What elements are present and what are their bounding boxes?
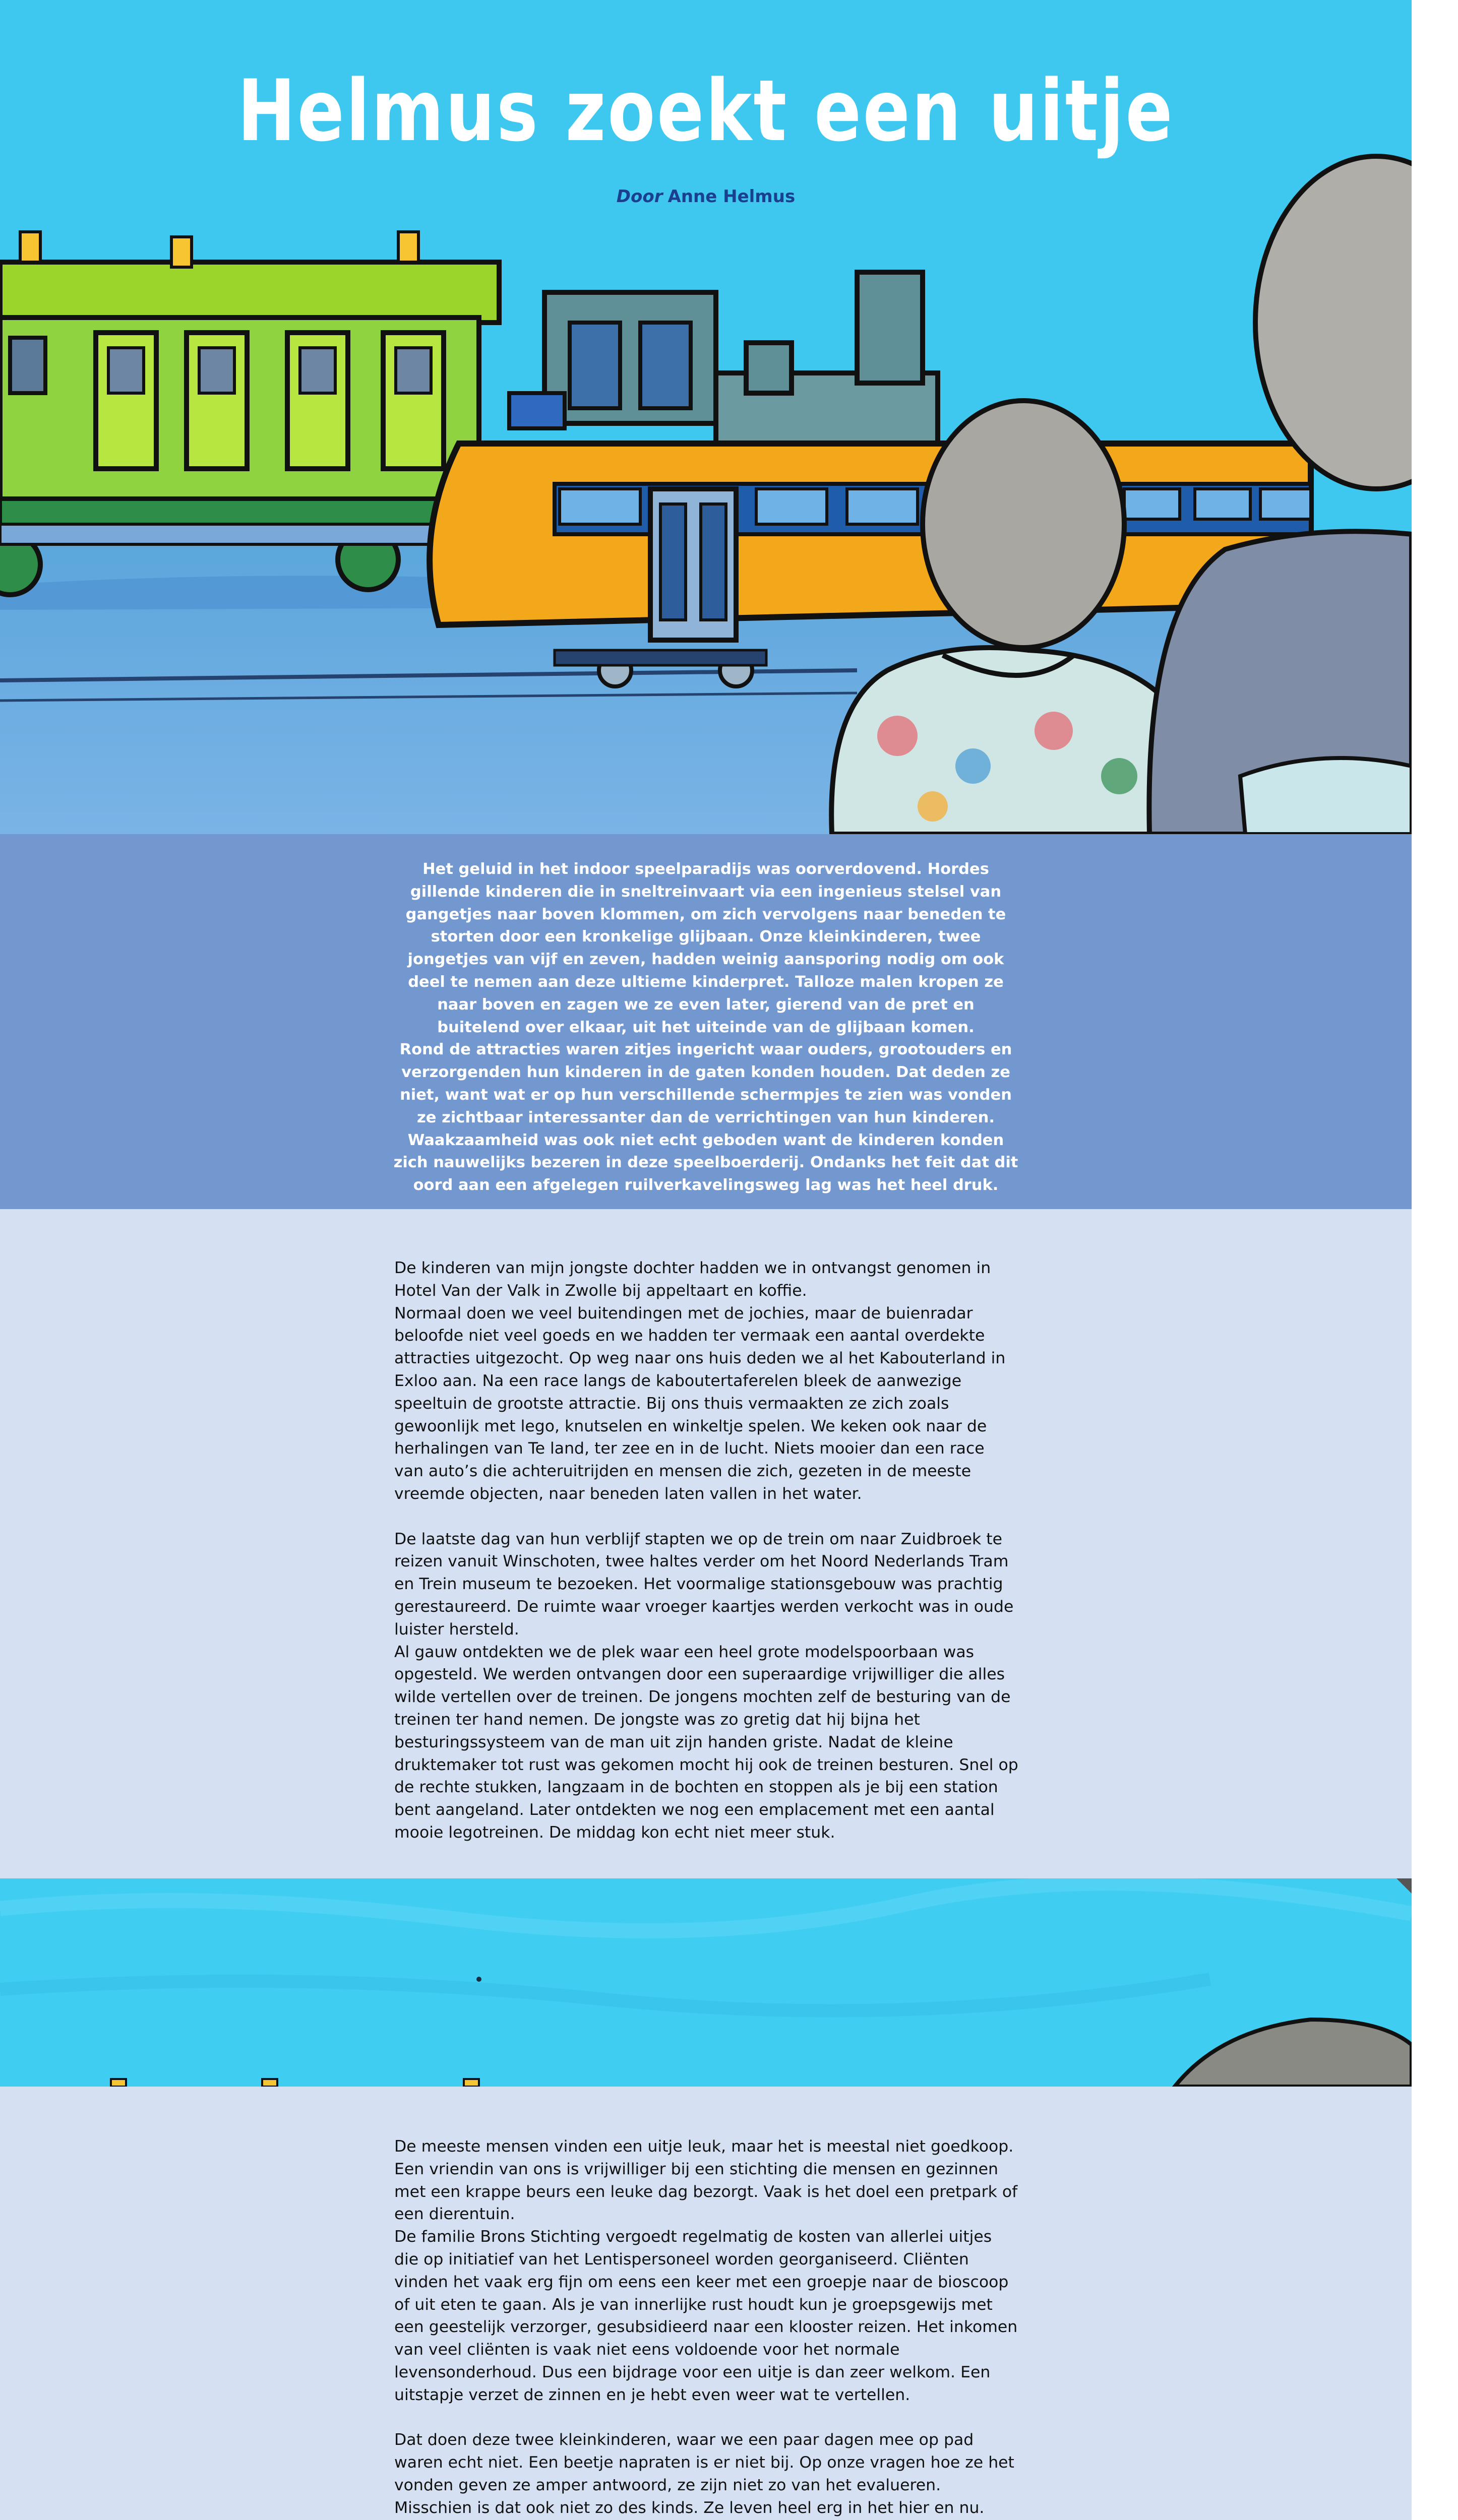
strip-illustration <box>0 1878 1412 2087</box>
hero-banner <box>0 0 1412 834</box>
article-paragraph: De kinderen van mijn jongste dochter hadden we in ontvangst genomen in Hotel Van der Valk in Zwolle bij appeltaart en koffie. <box>394 1259 991 1300</box>
byline <box>0 186 1412 207</box>
byline-prefix: Door <box>616 186 663 207</box>
paragraph-gap <box>394 1505 1018 1528</box>
article-section-1 <box>0 1209 1412 1878</box>
article-paragraph: Dat doen deze twee kleinkinderen, waar we een paar dagen mee op pad waren echt niet. Een beetje napraten is er niet bij. Op onze vragen hoe ze het vonden geven ze amper antwoord, ze zijn niet zo van het evalueren. Misschien is dat ook niet zo des kinds. Ze leven heel erg in het hier en nu. <box>394 2431 1014 2517</box>
paragraph-gap <box>394 2407 1018 2429</box>
green-carriage <box>0 232 499 595</box>
article-paragraph: De meeste mensen vinden een uitje leuk, maar het is meestal niet goedkoop. Een vriendin van ons is vrijwilliger bij een stichting die mensen en gezinnen met een krappe beurs een leuke dag bezorgt. Vaak is het doel een pretpark of een dierentuin. <box>394 2137 1018 2224</box>
author-name: Anne Helmus <box>667 186 796 207</box>
page-title: Helmus zoekt een uitje <box>237 61 1175 160</box>
grey-locomotive <box>509 272 938 454</box>
article-paragraph: Al gauw ontdekten we de plek waar een heel grote modelspoorbaan was opgesteld. We werden ontvangen door een superaardige vrijwilliger die alles wilde vertellen over de treinen. De jongens mochten zelf de besturing van de treinen ter hand nemen. De jongste was zo gretig dat hij bijna het besturingssysteem van de man uit zijn handen griste. Nadat de kleine druktemaker tot rust was gekomen mocht hij ook de treinen besturen. Snel op de rechte stukken, langzaam in de bochten en stoppen als je bij een station bent aangeland. Later ontdekten we nog een emplacement met een aantal mooie legotreinen. De middag kon echt niet meer stuk. <box>394 1643 1018 1842</box>
intro-paragraph: Rond de attracties waren zitjes ingericht waar ouders, grootouders en verzorgenden hun kinderen in de gaten konden houden. Dat deden ze niet, want wat er op hun verschillende schermpjes te zien was vonden ze zichtbaar interessanter dan de verrichtingen van hun kinderen. Waakzaamheid was ook niet echt geboden want de kinderen konden zich nauwelijks bezeren in deze speelboerderij. Ondanks het feit dat dit oord aan een afgelegen ruilverkavelingsweg lag was het heel druk. <box>393 1041 1018 1194</box>
intro-paragraph: Het geluid in het indoor speelparadijs was oorverdovend. Hordes gillende kinderen die in sneltreinvaart via een ingenieus stelsel van gangetjes naar boven klommen, om zich vervolgens naar beneden te storten door een kronkelige glijbaan. Onze kleinkinderen, twee jongetjes van vijf en zeven, hadden weinig aansporing nodig om ook deel te nemen aan deze ultieme kinderpret. Talloze malen kropen ze naar boven en zagen we ze even later, gierend van de pret en buitelend over elkaar, uit het uiteinde van de glijbaan komen. <box>405 860 1006 1036</box>
article-section-2 <box>0 2087 1412 2520</box>
article-paragraph: Normaal doen we veel buitendingen met de jochies, maar de buienradar beloofde niet veel goeds en we hadden ter vermaak een aantal overdekte attracties uitgezocht. Op weg naar ons huis deden we al het Kabouterland in Exloo aan. Na een race langs de kaboutertaferelen bleek de aanwezige speeltuin de grootste attractie. Bij ons thuis vermaakten ze zich zoals gewoonlijk met lego, knutselen en winkeltje spelen. We keken ook naar de herhalingen van Te land, ter zee en in de lucht. Niets mooier dan een race van auto’s die achteruitrijden en mensen die zich, gezeten in de meeste vreemde objecten, naar beneden laten vallen in het water. <box>394 1304 1006 1503</box>
article-paragraph: De familie Brons Stichting vergoedt regelmatig de kosten van allerlei uitjes die op initiatief van het Lentispersoneel worden georganiseerd. Cliënten vinden het vaak erg fijn om eens een keer met een groepje naar de bioscoop of uit eten te gaan. Als je van innerlijke rust houdt kun je groepsgewijs met een geestelijk verzorger, gesubsidieerd naar een klooster reizen. Het inkomen van veel cliënten is vaak niet eens voldoende voor het normale levensonderhoud. Dus een bijdrage voor een uitje is dan zeer welkom. Een uitstapje verzet de zinnen en je hebt even weer wat te vertellen. <box>394 2228 1018 2404</box>
article-paragraph: De laatste dag van hun verblijf stapten we op de trein om naar Zuidbroek te reizen vanuit Winschoten, twee haltes verder om het Noord Nederlands Tram en Trein museum te bezoeken. Het voormalige stationsgebouw was prachtig gerestaureerd. De ruimte waar vroeger kaartjes werden verkocht was in oude luister hersteld. <box>394 1530 1014 1639</box>
image-strip <box>0 1878 1412 2087</box>
article-text <box>394 1257 1018 1844</box>
intro-section <box>0 834 1412 1209</box>
article-text <box>394 2135 1018 2520</box>
intro-text <box>393 858 1018 1197</box>
